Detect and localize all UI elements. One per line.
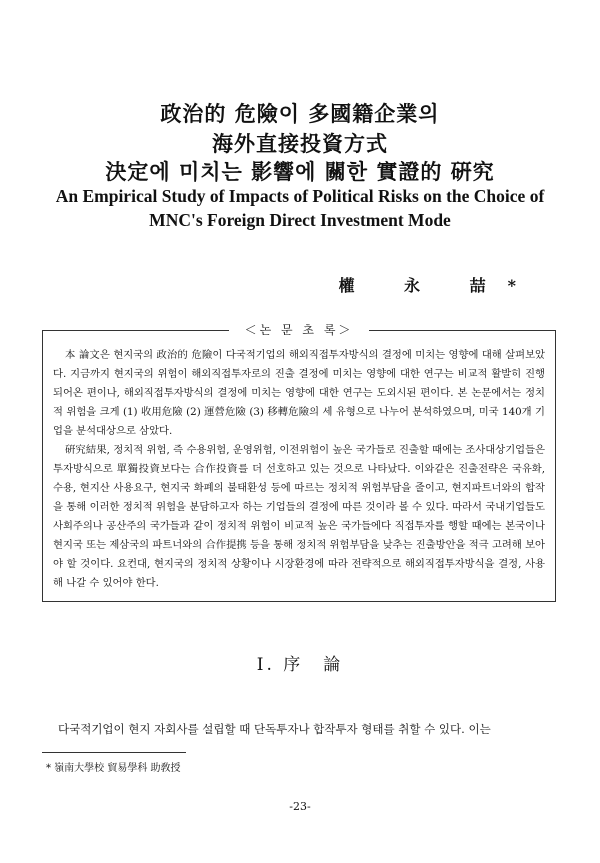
title-korean-line-1: 政治的 危險이 多國籍企業의 (160, 101, 440, 126)
abstract-box-top-rule-left (43, 330, 229, 331)
abstract-label: ＜논 문 초 록＞ (244, 323, 354, 337)
title-korean-line-3: 決定에 미치는 影響에 關한 實證的 硏究 (105, 159, 495, 184)
abstract-body (53, 346, 545, 593)
abstract-paragraph-2: 硏究結果, 정치적 위험, 즉 수용위험, 운영위험, 이전위험이 높은 국가들로 진출할 때에는 조사대상기업들은 투자방식으로 單獨投資보다는 合作投資를 더 선호하고 있는 것으로 나타났다. 이와같은 진출전략은 국유화, 수용, 현지산 사용요구, 현지국 화폐의 불태환성 등에 따르는 정치적 위험부담을 줄이고, 현지파트너와의 합작을 통해 이러한 정치적 위험을 분담하고자 하는 기업들의 결정에 따른 것이라 볼 수 있다. 따라서 국내기업들도 사회주의나 공산주의 국가들과 같이 정치적 위험이 비교적 높은 국가들에다 직접투자를 행할 때에는 본국이나 현지국 또는 제삼국의 파트너와의 合作提携 등을 통해 정치적 위험부담을 낮추는 진출방안을 적극 고려해 보아야 할 것이다. 요컨대, 현지국의 정치적 상황이나 시장환경에 따라 전략적으로 해외직접투자방식을 결정, 사용해 나갈 수 있어야 한다. (53, 444, 545, 589)
title-english-line-1: An Empirical Study of Impacts of Political Risks on the Choice of (55, 186, 545, 206)
abstract-box (42, 323, 556, 602)
page-number: -23- (289, 800, 311, 813)
title-korean-line-2: 海外直接投資方式 (212, 131, 388, 156)
intro-paragraph-first-line: 다국적기업이 현지 자회사를 설립할 때 단독투자나 합작투자 형태를 취할 수 있다. 이는 (58, 722, 491, 736)
title-english-line-2: MNC's Foreign Direct Investment Mode (149, 210, 451, 230)
author-footnote: * 嶺南大學校 貿易學科 助敎授 (46, 763, 181, 774)
abstract-box-top-rule-right (369, 330, 555, 331)
author-name: 權 永 喆* (338, 276, 538, 295)
footnote-divider (42, 752, 186, 753)
section-heading-introduction: I. 序 論 (256, 655, 344, 675)
abstract-paragraph-1: 本 論文은 현지국의 政治的 危險이 다국적기업의 해외직접투자방식의 결정에 미치는 영향에 대해 살펴보았다. 지금까지 현지국의 위험이 해외직접투자로의 진출 결정에 미치는 영향에 대한 연구는 비교적 활발히 진행되어온 편이나, 해외직접투자방식의 결정에 미치는 영향에 대한 연구는 도외시된 편이다. 본 논문에서는 정치적 위험을 크게 (1) 收用危險 (2) 運營危險 (3) 移轉危險의 세 유형으로 나누어 분석하였으며, 미국 140개 기업을 분석대상으로 삼았다. (53, 349, 545, 437)
